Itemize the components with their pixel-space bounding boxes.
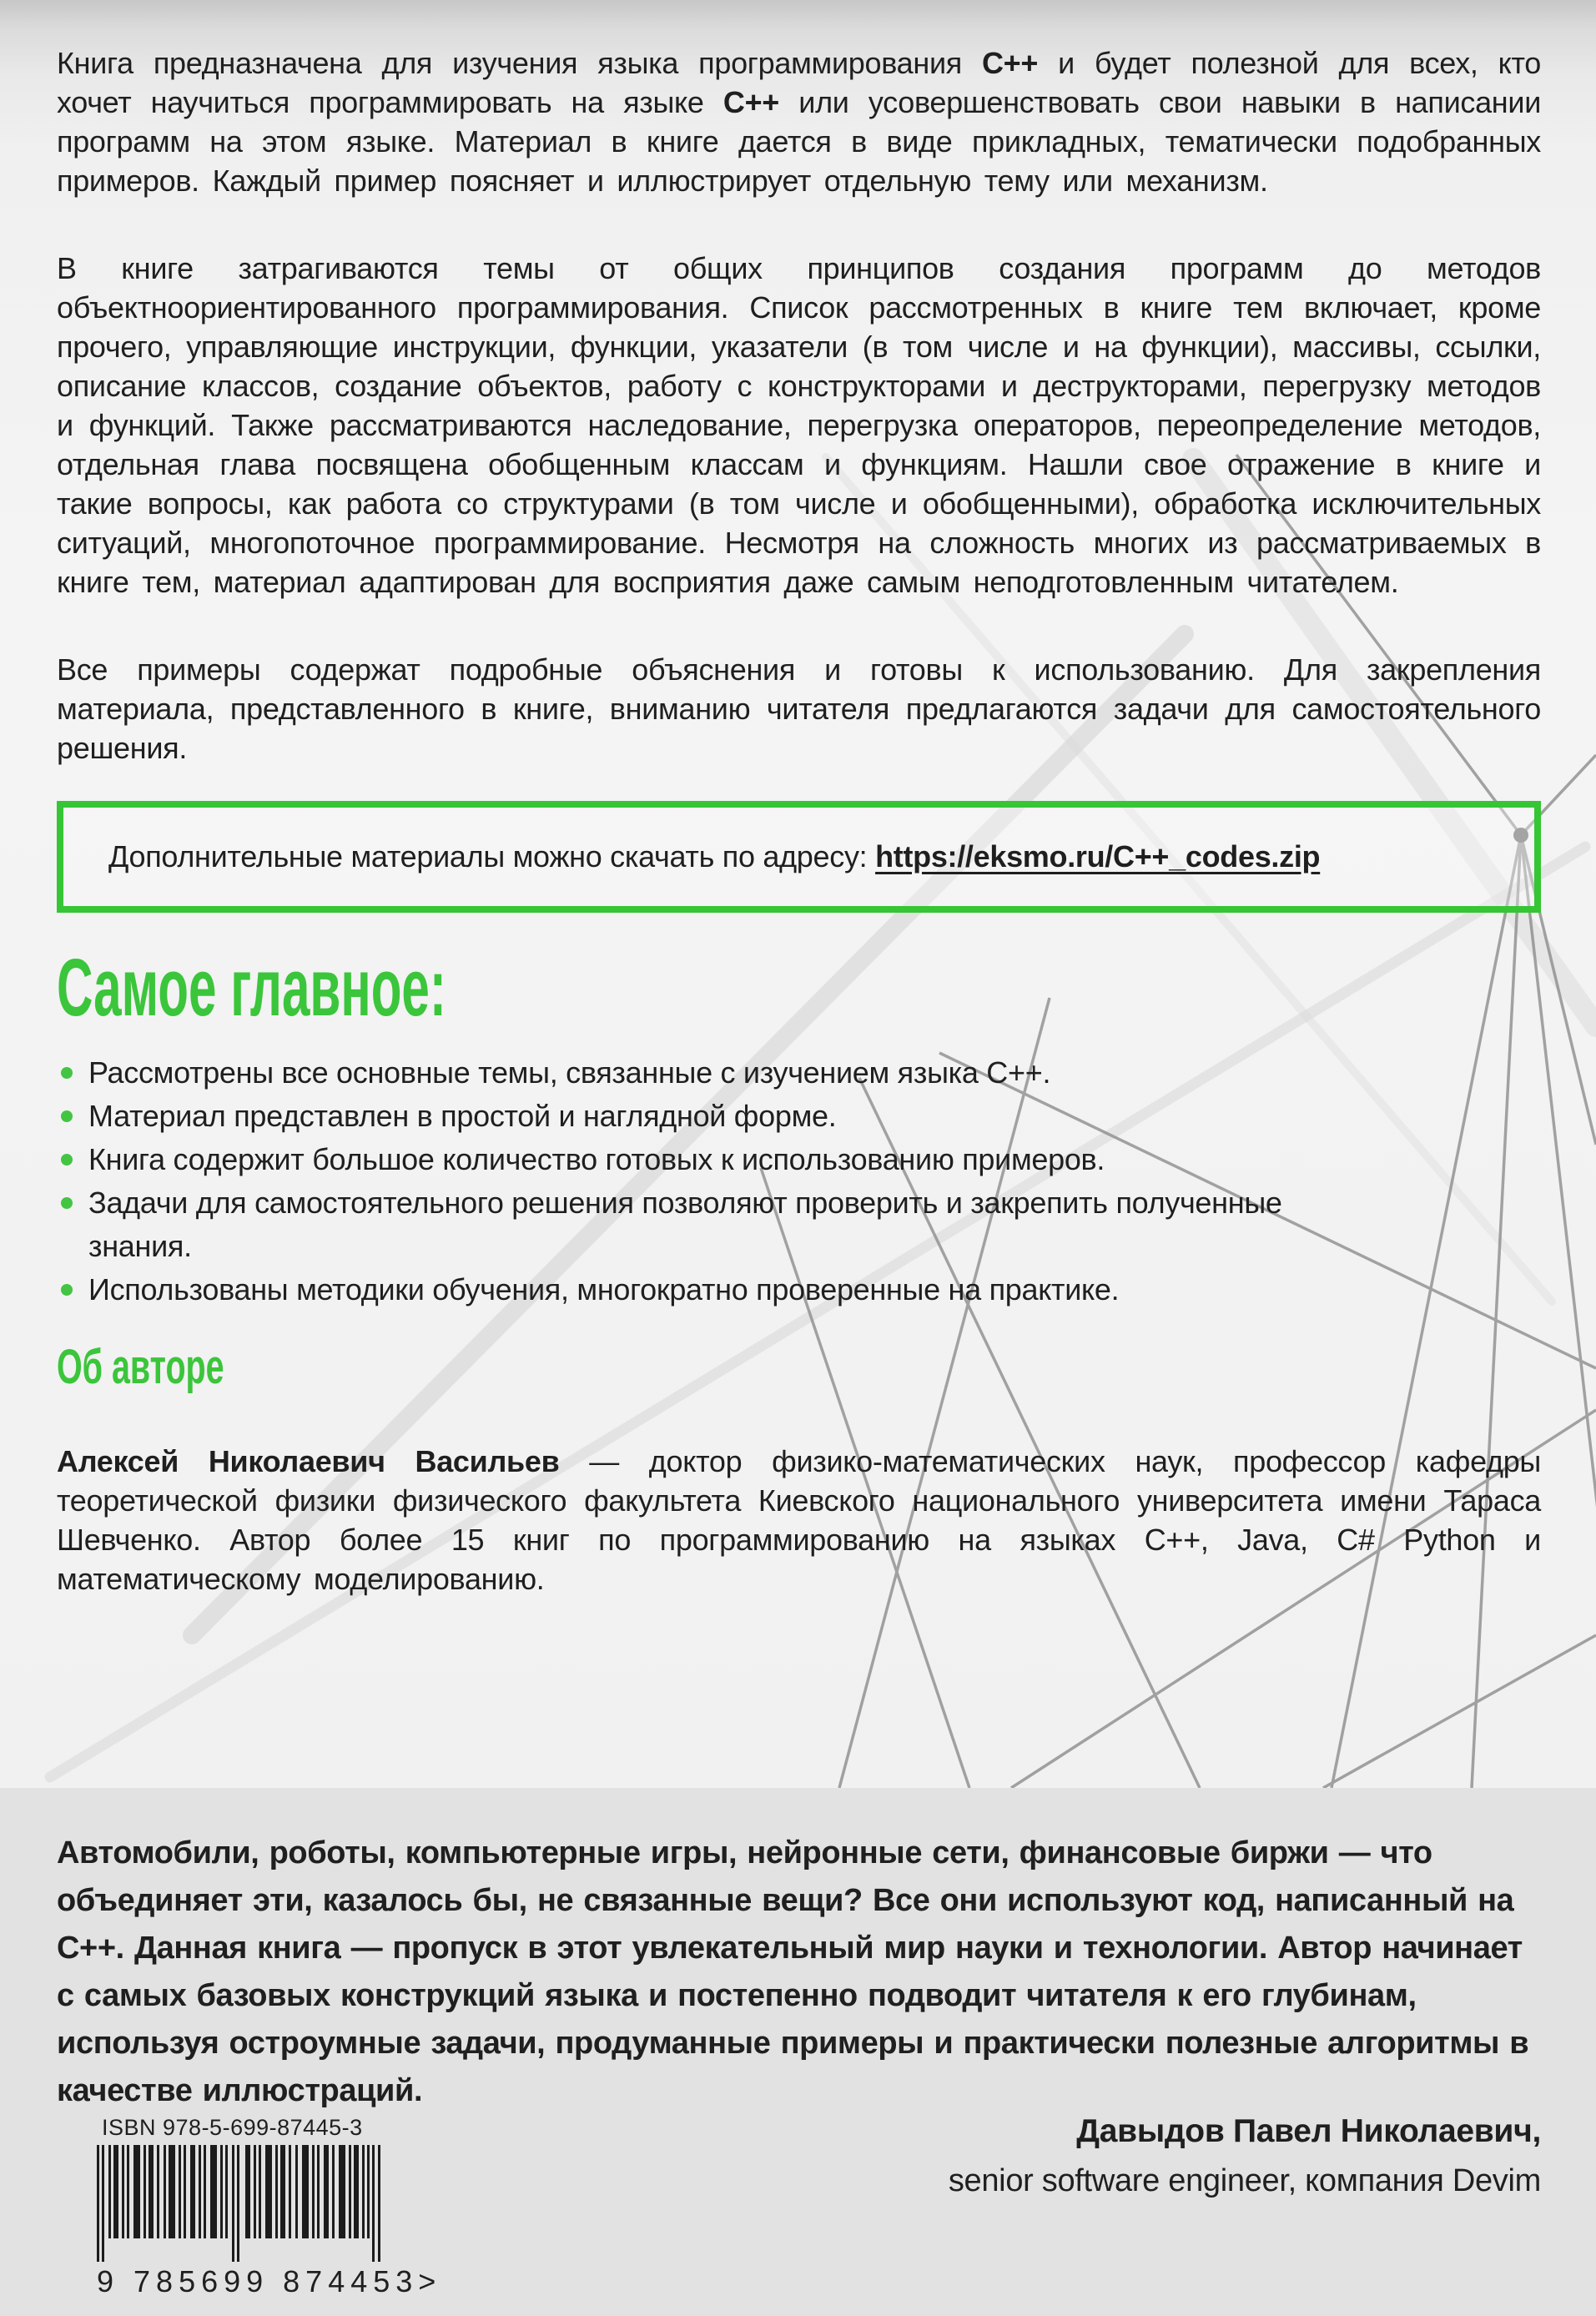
list-item <box>57 1181 1308 1268</box>
about-author-paragraph: Алексей Николаевич Васильев — доктор физико-математических наук, профессор кафедры теоретической физики физического факультета Киевского национального университета имени Тараса Шевченко. Автор более 15 книг по программированию на языках C++, Java, C# Python и математическому моделированию. <box>57 1444 1541 1596</box>
bullet-icon <box>61 1154 73 1166</box>
list-item <box>57 1268 1308 1312</box>
barcode <box>97 2145 384 2267</box>
list-item-text: Материал представлен в простой и наглядной форме. <box>88 1099 837 1133</box>
barcode-arrow: > <box>418 2264 442 2298</box>
bottom-band <box>0 1788 1596 2316</box>
list-item-text: Задачи для самостоятельного решения позволяют проверить и закрепить полученные знания. <box>88 1186 1282 1263</box>
highlights-title: Самое главное: <box>57 942 446 1033</box>
bullet-icon <box>61 1067 73 1079</box>
isbn-barcode-block <box>97 2115 442 2298</box>
list-item <box>57 1095 1308 1138</box>
endorser-credit <box>949 2107 1541 2205</box>
barcode-digits: 9 785699 874453> <box>97 2264 442 2298</box>
intro-paragraph-1: Книга предназначена для изучения языка программирования C++ и будет полезной для всех, кто хочет научиться программировать на языке C++ или усовершенствовать свои навыки в написании программ на этом языке. Материал в книге дается в виде прикладных, тематически подобранных примеров. Каждый пример поясняет и иллюстрирует отдельную тему или механизм. <box>57 46 1541 198</box>
download-box <box>57 801 1541 913</box>
bullet-icon <box>61 1110 73 1122</box>
about-author-title: Об авторе <box>57 1340 224 1394</box>
list-item-text: Книга содержит большое количество готовых к использованию примеров. <box>88 1142 1105 1176</box>
intro-paragraph-2: В книге затрагиваются темы от общих принципов создания программ до методов объектноориентированного программирования. Список рассмотренных в книге тем включает, кроме прочего, управляющие инструкции, функции, указатели (в том числе и на функции), массивы, ссылки, описание классов, создание объектов, работу с конструкторами и деструкторами, перегрузку методов и функций. Также рассматриваются наследование, перегрузка операторов, переопределение методов, отдельная глава посвящена обобщенным классам и функциям. Нашли свое отражение в книге и такие вопросы, как работа со структурами (в том числе и обобщенными), обработка исключительных ситуаций, многопоточное программирование. Несмотря на сложность многих из рассматриваемых в книге тем, материал адаптирован для восприятия даже самым неподготовленным читателем. <box>57 251 1541 599</box>
intro-paragraph-3: Все примеры содержат подробные объяснения и готовы к использованию. Для закрепления материала, представленного в книге, вниманию читателя предлагаются задачи для самостоятельного решения. <box>57 652 1541 765</box>
list-item <box>57 1138 1308 1181</box>
list-item-text: Использованы методики обучения, многократно проверенные на практике. <box>88 1272 1120 1307</box>
download-link-line[interactable]: Дополнительные материалы можно скачать по адресу: https://eksmo.ru/C++_codes.zip <box>108 839 1321 874</box>
bullet-icon <box>61 1284 73 1296</box>
endorser-name: Давыдов Павел Николаевич, <box>1076 2113 1541 2149</box>
endorser-role: senior software engineer, компания Devim <box>948 2163 1541 2198</box>
list-item-text: Рассмотрены все основные темы, связанные с изучением языка C++. <box>88 1055 1051 1090</box>
list-item <box>57 1051 1308 1095</box>
highlights-list <box>57 1051 1308 1312</box>
endorsement-quote: Автомобили, роботы, компьютерные игры, нейронные сети, финансовые биржи — что объединяет эти, казалось бы, не связанные вещи? Все они используют код, написанный на C++. Данная книга — пропуск в этот увлекательный мир науки и технологии. Автор начинает с самых базовых конструкций языка и постепенно подводит читателя к его глубинам, используя остроумные задачи, продуманные примеры и практически полезные алгоритмы в качестве иллюстраций. <box>57 1835 1529 2108</box>
bullet-icon <box>61 1197 73 1209</box>
isbn-label: ISBN 978-5-699-87445-3 <box>102 2115 363 2140</box>
